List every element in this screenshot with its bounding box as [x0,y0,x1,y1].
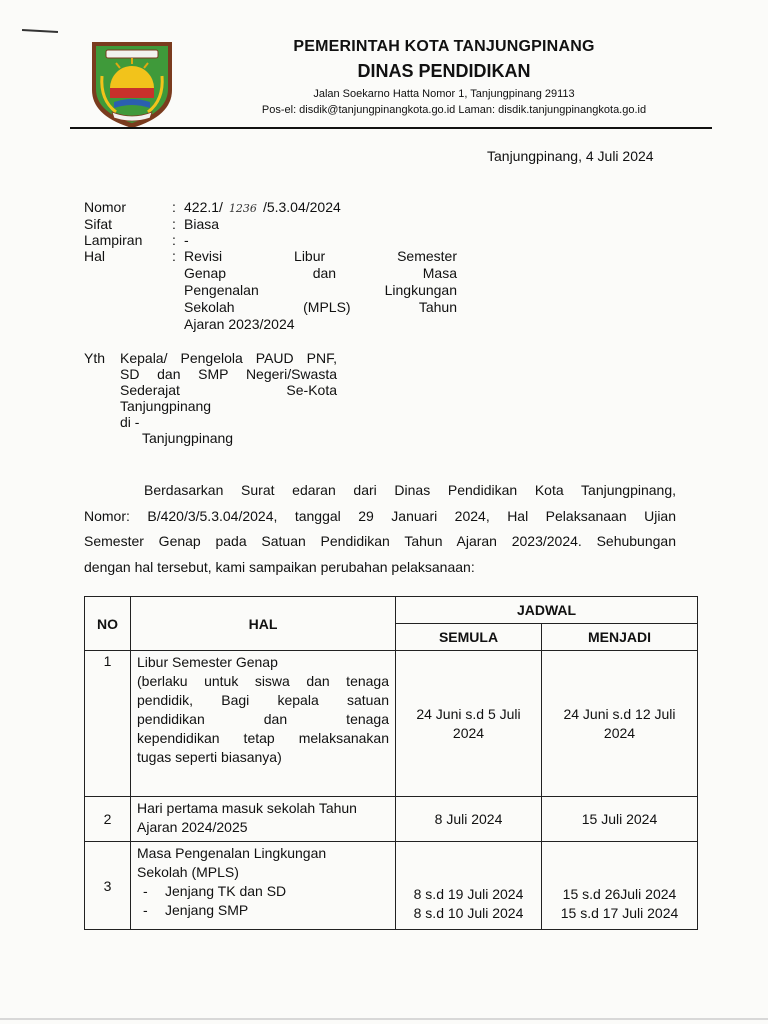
government-name: PEMERINTAH KOTA TANJUNGPINANG [293,38,595,55]
header-hal: HAL [131,597,396,651]
letterhead-divider [70,127,712,129]
colon: : [172,232,176,248]
sifat-value: Biasa [184,216,220,232]
row-number: 2 [85,797,131,842]
lampiran-value: - [184,232,189,248]
header-no: NO [85,597,131,651]
colon: : [172,216,176,232]
recipient-lines: Kepala/ Pengelola PAUD PNF, SD dan SMP Negeri/Swasta Sederajat Se-Kota Tanjungpinang [120,350,337,414]
recipient-di: di - [120,414,140,430]
row-hal: Hari pertama masuk sekolah Tahun Ajaran 2024/2025 [131,797,396,842]
row-number: 3 [85,842,131,930]
scan-mark [22,29,58,33]
row-menjadi: 15 Juli 2024 [542,797,698,842]
hal-subject: Revisi Libur Semester Genap dan Masa Pengenalan Lingkungan Sekolah (MPLS) Tahun Ajaran 2023/2024 [184,248,457,332]
nomor-handwritten: 1236 [228,202,257,215]
scan-edge [0,1018,768,1020]
agency-contact: Pos-el: disdik@tanjungpinangkota.go.id Laman: disdik.tanjungpinangkota.go.id [261,104,647,116]
body-paragraph: Berdasarkan Surat edaran dari Dinas Pendidikan Kota Tanjungpinang, Nomor: B/420/3/5.3.04/2024, tanggal 29 Januari 2024, Hal Pelaksanaan Ujian Semester Genap pada Satuan Pendidikan Tahun Ajaran 2023/2024. Sehubungan dengan hal tersebut, kami sampaikan perubahan pelaksanaan: [84,482,676,575]
row-hal: Libur Semester Genap (berlaku untuk siswa dan tenaga pendidik, Bagi kepala satuan pendidikan dan tenaga kependidikan tetap melaksanakan tugas seperti biasanya) [131,651,396,797]
mpls-level-list [137,882,389,920]
table-row [85,651,698,797]
letter-date: Tanjungpinang, 4 Juli 2024 [487,148,654,164]
schedule-table [84,596,698,930]
list-item: - Jenjang SMP [137,901,389,920]
lampiran-label: Lampiran [84,232,143,248]
table-row [85,842,698,930]
recipient-place: Tanjungpinang [142,430,234,446]
row-number: 1 [85,651,131,797]
colon: : [172,248,176,264]
row-semula: 8 s.d 19 Juli 2024 8 s.d 10 Juli 2024 [396,842,542,930]
letterhead [180,36,708,118]
header-semula: SEMULA [396,624,542,651]
row-menjadi: 24 Juni s.d 12 Juli 2024 [542,651,698,797]
nomor-label: Nomor [84,199,127,215]
header-menjadi: MENJADI [542,624,698,651]
colon: : [172,199,176,215]
table-row [85,797,698,842]
agency-address: Jalan Soekarno Hatta Nomor 1, Tanjungpinang 29113 [313,88,575,100]
hal-label: Hal [84,248,106,264]
header-jadwal: JADWAL [396,597,698,624]
sifat-label: Sifat [84,216,113,232]
agency-name: DINAS PENDIDIKAN [357,61,531,81]
list-item: - Jenjang TK dan SD [137,882,389,901]
row-semula: 24 Juni s.d 5 Juli 2024 [396,651,542,797]
row-semula: 8 Juli 2024 [396,797,542,842]
row-hal: Masa Pengenalan Lingkungan Sekolah (MPLS) - Jenjang TK dan SD - Jenjang SMP [131,842,396,930]
nomor-value: 422.1/ 1236 /5.3.04/2024 [184,199,341,215]
row-menjadi: 15 s.d 26Juli 2024 15 s.d 17 Juli 2024 [542,842,698,930]
recipient-label: Yth [84,350,106,366]
city-emblem-logo [86,36,178,130]
